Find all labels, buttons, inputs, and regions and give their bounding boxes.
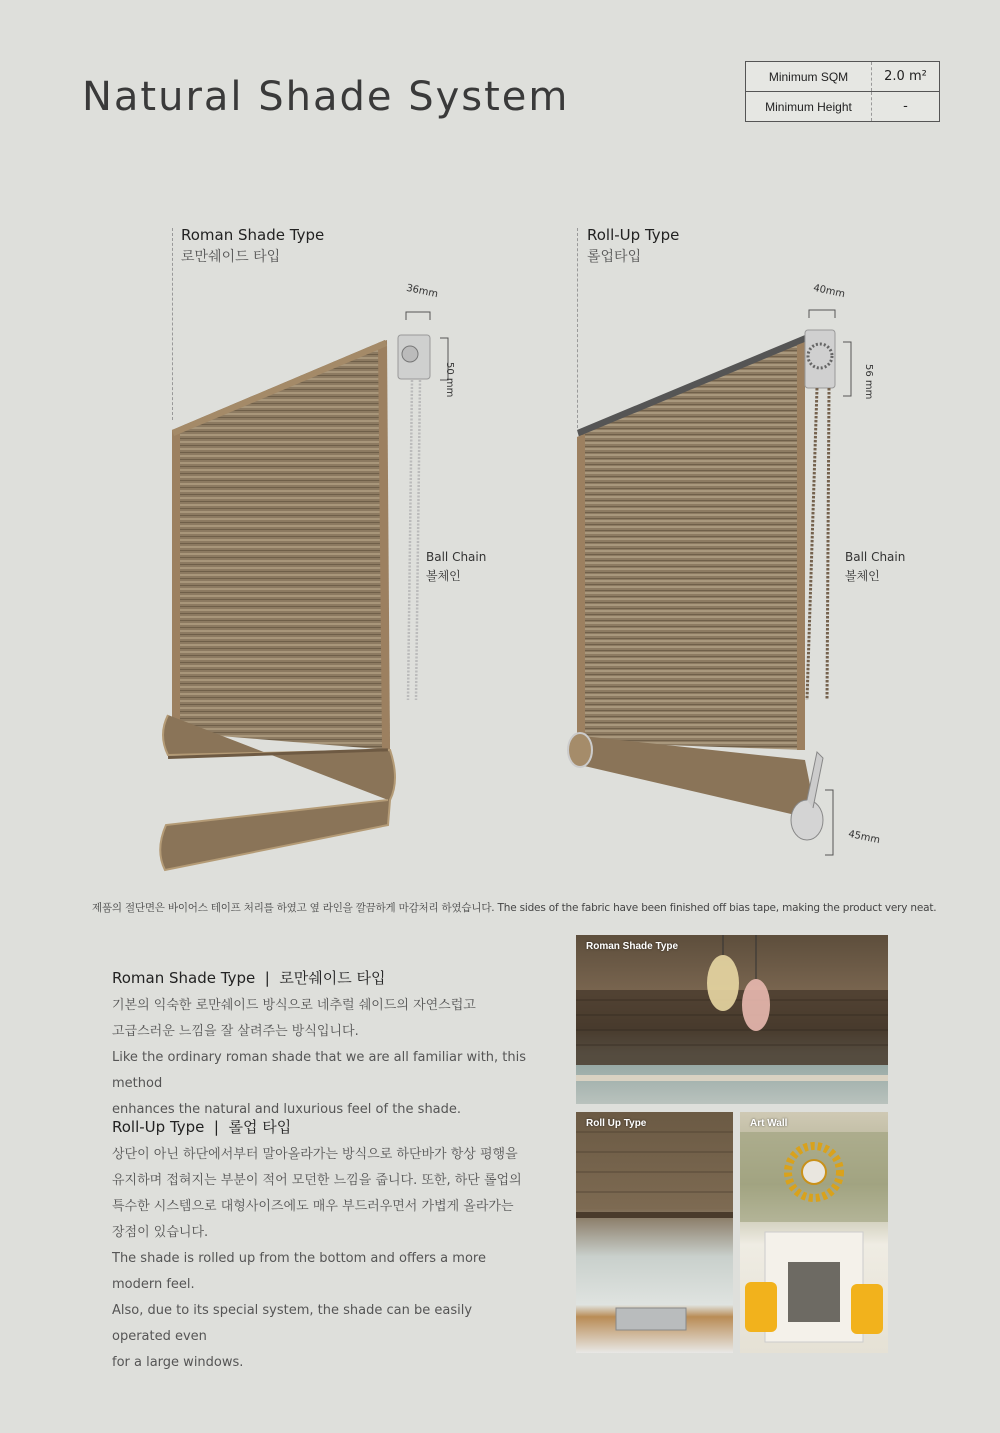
roman-shade-photo — [576, 935, 888, 1104]
rollup-label-ko: 롤업타입 — [587, 249, 642, 265]
roman-desc-en1: Like the ordinary roman shade that we are all familiar with, this method — [112, 1050, 527, 1091]
roman-dim-height-value: 50 — [444, 362, 455, 375]
spec-value: 2.0 m² — [872, 62, 940, 92]
roman-shade-illustration — [150, 280, 450, 880]
roman-photo-frame — [576, 1075, 888, 1081]
rollup-label — [587, 224, 679, 268]
art-wall-photo-caption: Art Wall — [750, 1118, 788, 1129]
rollup-side-tape-left — [577, 434, 585, 742]
rollup-head-unit — [805, 330, 835, 388]
roman-chain-label — [426, 548, 486, 586]
finish-note: 제품의 절단면은 바이어스 테이프 처리를 하였고 옆 라인을 깔끔하게 마감처리 하였습니다. The sides of the fabric have been finished off bias tape, making the product very neat. — [92, 902, 937, 914]
art-wall-mirror-glass — [802, 1160, 826, 1184]
rollup-photo-caption: Roll Up Type — [586, 1118, 647, 1129]
rollup-bottom-bracket — [807, 752, 823, 808]
rollup-dim-height-marker — [843, 342, 851, 396]
rollup-chain-ko: 볼체인 — [845, 569, 880, 583]
roman-label-en: Roman Shade Type — [181, 226, 325, 244]
roman-dim-width-marker — [406, 312, 430, 320]
art-wall-photo — [740, 1112, 888, 1353]
roman-photo-lamp-2 — [742, 979, 770, 1031]
spec-row-min-height — [746, 92, 940, 122]
rollup-dim-height-value: 56 — [863, 364, 874, 377]
roman-chain-en: Ball Chain — [426, 550, 487, 564]
rollup-label-en: Roll-Up Type — [587, 226, 680, 244]
roman-gear — [402, 346, 418, 362]
rollup-desc-en3: for a large windows. — [112, 1355, 244, 1370]
spec-table — [745, 61, 940, 122]
spec-value: - — [903, 99, 908, 114]
rollup-roll-end-right — [791, 800, 823, 840]
roman-ball-chain — [408, 380, 420, 700]
roman-dim-height-unit: mm — [444, 377, 455, 398]
rollup-photo-art — [576, 1112, 733, 1353]
art-wall-chair-left — [745, 1282, 777, 1332]
rollup-chain-en: Ball Chain — [845, 550, 906, 564]
rollup-desc-body — [112, 1142, 532, 1376]
rollup-desc-ko3: 특수한 시스템으로 대형사이즈에도 매우 부드러우면서 가볍게 올라가는 — [112, 1199, 514, 1214]
rollup-chain-label — [845, 548, 905, 586]
rollup-photo — [576, 1112, 733, 1353]
rollup-desc-heading: Roll-Up Type | 롤업 타입 — [112, 1118, 292, 1136]
roman-description — [112, 967, 532, 1123]
rollup-desc-en2: Also, due to its special system, the shade can be easily operated even — [112, 1303, 473, 1344]
roman-photo-lamp-1 — [707, 955, 739, 1011]
rollup-desc-ko2: 유지하며 접혀지는 부분이 적어 모던한 느낌을 줍니다. 또한, 하단 롤업의 — [112, 1173, 522, 1188]
roman-side-tape-left — [172, 427, 180, 735]
roman-label-ko: 로만쉐이드 타입 — [181, 249, 281, 265]
rollup-fabric — [577, 342, 805, 750]
roman-chain-ko: 볼체인 — [426, 569, 461, 583]
rollup-description — [112, 1116, 532, 1376]
roman-fabric — [172, 340, 390, 750]
rollup-desc-ko1: 상단이 아닌 하단에서부터 말아올라가는 방식으로 하단바가 항상 평행을 — [112, 1147, 518, 1162]
rollup-dim-width-marker — [809, 310, 835, 318]
rollup-roll-end-left — [568, 733, 592, 767]
rollup-shade-illustration — [555, 280, 885, 880]
rollup-ball-chain — [807, 388, 829, 700]
spec-label: Minimum Height — [746, 92, 872, 122]
rollup-photo-sink — [616, 1308, 686, 1330]
rollup-dim-bottom: 45mm — [847, 828, 882, 847]
spec-label: Minimum SQM — [746, 62, 872, 92]
rollup-desc-en1: The shade is rolled up from the bottom and offers a more modern feel. — [112, 1251, 486, 1292]
roman-dim-height — [444, 362, 455, 397]
roman-desc-heading: Roman Shade Type | 로만쉐이드 타입 — [112, 969, 386, 987]
rollup-desc-ko4: 장점이 있습니다. — [112, 1225, 209, 1240]
rollup-dim-height — [863, 364, 874, 399]
roman-desc-en2: enhances the natural and luxurious feel of the shade. — [112, 1102, 462, 1117]
roman-desc-body — [112, 993, 532, 1123]
rollup-side-tape-right — [797, 342, 805, 750]
roman-dim-width: 36mm — [405, 282, 440, 301]
roman-photo-caption: Roman Shade Type — [586, 941, 679, 952]
rollup-photo-bar — [576, 1212, 733, 1218]
page-title: Natural Shade System — [82, 74, 570, 120]
art-wall-chair-right — [851, 1284, 883, 1334]
roman-photo-art — [576, 935, 888, 1104]
rollup-dim-bottom-marker — [825, 790, 833, 855]
rollup-dim-height-unit: mm — [863, 379, 874, 400]
spec-row-min-sqm — [746, 62, 940, 92]
art-wall-fireplace-opening — [788, 1262, 840, 1322]
art-wall-photo-art — [740, 1112, 888, 1353]
roman-desc-ko1: 기본의 익숙한 로만쉐이드 방식으로 네추럴 쉐이드의 자연스럽고 — [112, 998, 476, 1013]
rollup-dim-width: 40mm — [812, 282, 847, 301]
roman-label — [181, 224, 324, 268]
roman-desc-ko2: 고급스러운 느낌을 잘 살려주는 방식입니다. — [112, 1024, 359, 1039]
